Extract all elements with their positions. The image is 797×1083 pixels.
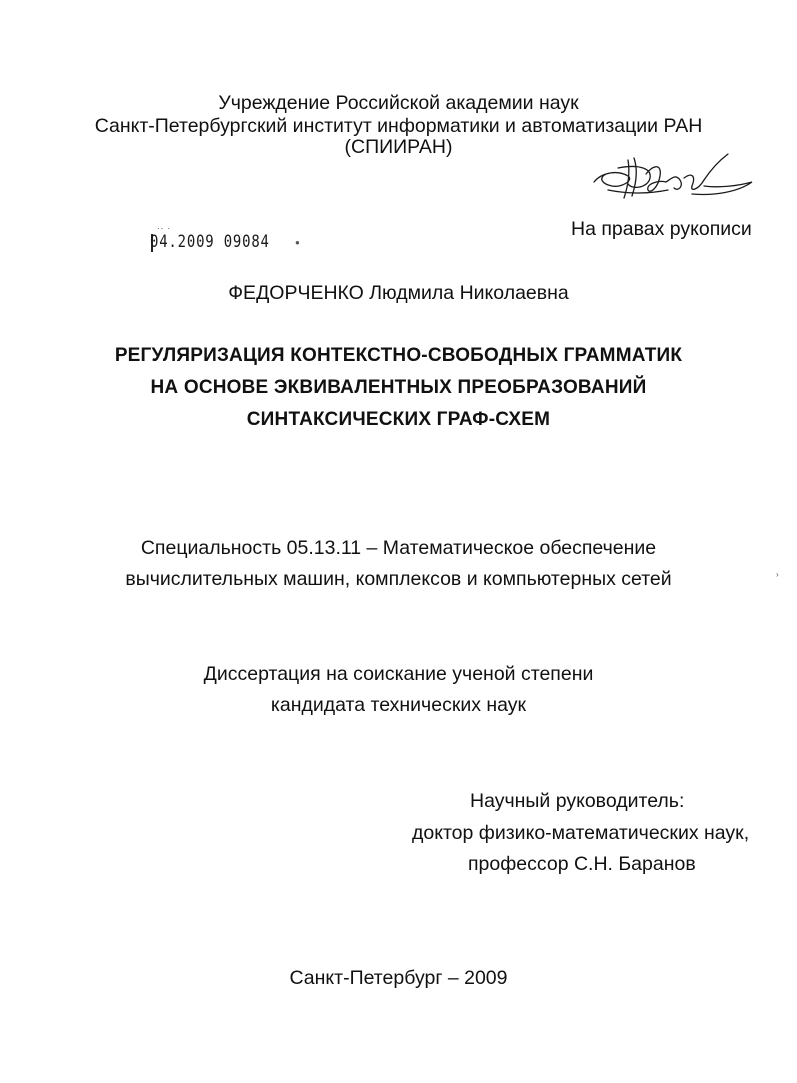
- title-line-3: СИНТАКСИЧЕСКИХ ГРАФ-СХЕМ: [246, 409, 551, 430]
- manuscript-rights-note: На правах рукописи: [571, 218, 752, 240]
- city-year: Санкт-Петербург – 2009: [289, 967, 508, 989]
- specialty-line-1: Специальность 05.13.11 – Математическое обеспечение: [140, 537, 657, 559]
- title-line-1: РЕГУЛЯРИЗАЦИЯ КОНТЕКСТНО-СВОБОДНЫХ ГРАММАТИК: [114, 345, 683, 366]
- scan-speck: ›: [776, 570, 779, 579]
- handwritten-signature-icon: [588, 150, 758, 212]
- stamp-dots: ·· ·: [157, 224, 172, 233]
- supervisor-name: профессор С.Н. Баранов: [468, 853, 696, 875]
- stamp-mark: ●: [295, 238, 300, 247]
- registration-stamp-number: 04.2009 09084: [150, 232, 270, 252]
- author-name: ФЕДОРЧЕНКО Людмила Николаевна: [228, 282, 569, 304]
- supervisor-label: Научный руководитель:: [470, 790, 685, 812]
- dissertation-line-2: кандидата технических наук: [270, 694, 527, 716]
- institution-abbreviation: (СПИИРАН): [344, 136, 453, 158]
- institution-line-2: Санкт-Петербургский институт информатики и автоматизации РАН: [94, 115, 703, 137]
- institution-line-1: Учреждение Российской академии наук: [218, 92, 579, 114]
- dissertation-line-1: Диссертация на соискание ученой степени: [203, 663, 594, 685]
- specialty-line-2: вычислительных машин, комплексов и компьютерных сетей: [125, 568, 672, 590]
- supervisor-degree: доктор физико-математических наук,: [412, 822, 750, 844]
- title-line-2: НА ОСНОВЕ ЭКВИВАЛЕНТНЫХ ПРЕОБРАЗОВАНИЙ: [150, 377, 647, 398]
